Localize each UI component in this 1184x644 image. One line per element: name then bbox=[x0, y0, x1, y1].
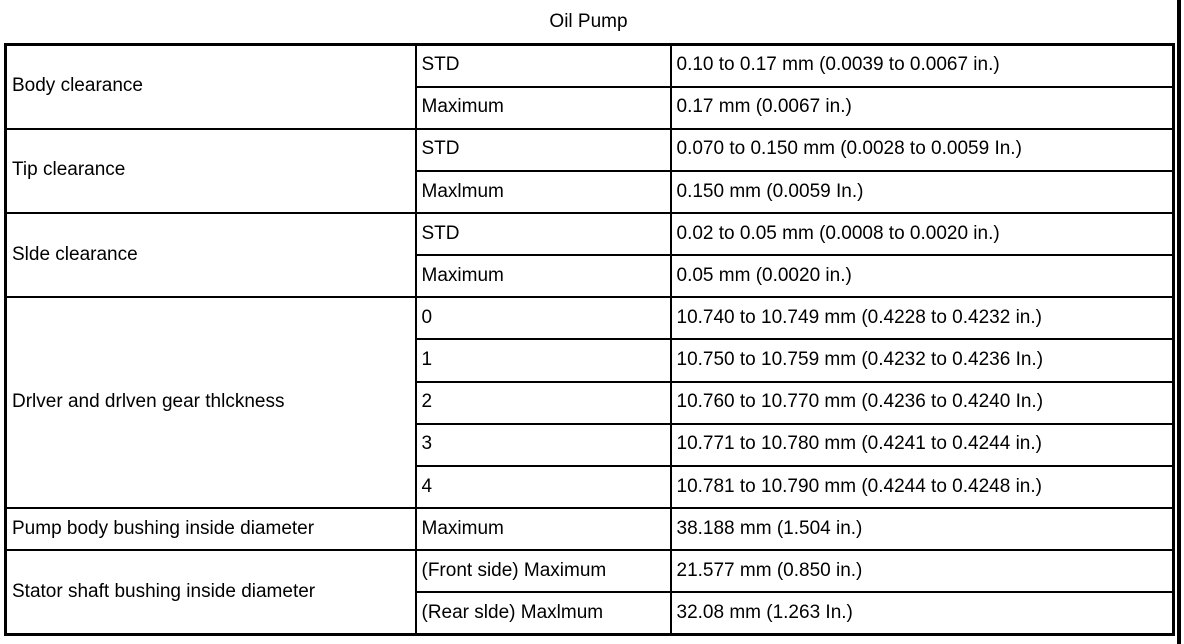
table-row bbox=[6, 508, 1174, 550]
condition-cell: 0 bbox=[416, 297, 671, 339]
value-cell: 21.577 mm (0.850 in.) bbox=[671, 550, 1174, 592]
value-cell: 0.10 to 0.17 mm (0.0039 to 0.0067 in.) bbox=[671, 45, 1174, 87]
right-border-rule bbox=[1177, 0, 1181, 644]
value-cell: 38.188 mm (1.504 in.) bbox=[671, 508, 1174, 550]
condition-cell: STD bbox=[416, 45, 671, 87]
table-row bbox=[6, 297, 1174, 339]
item-cell: Stator shaft bushing inside diameter bbox=[6, 550, 416, 634]
value-cell: 10.740 to 10.749 mm (0.4228 to 0.4232 in.) bbox=[671, 297, 1174, 339]
condition-cell: Maximum bbox=[416, 87, 671, 129]
condition-cell: (Front side) Maximum bbox=[416, 550, 671, 592]
item-cell: Slde clearance bbox=[6, 213, 416, 297]
table-row bbox=[6, 45, 1174, 87]
value-cell: 10.760 to 10.770 mm (0.4236 to 0.4240 In.) bbox=[671, 382, 1174, 424]
condition-cell: Maximum bbox=[416, 508, 671, 550]
condition-cell: Maxlmum bbox=[416, 171, 671, 213]
value-cell: 32.08 mm (1.263 In.) bbox=[671, 592, 1174, 634]
condition-cell: STD bbox=[416, 129, 671, 171]
condition-cell: 3 bbox=[416, 424, 671, 466]
condition-cell: 4 bbox=[416, 466, 671, 508]
value-cell: 0.05 mm (0.0020 in.) bbox=[671, 255, 1174, 297]
item-cell: Drlver and drlven gear thlckness bbox=[6, 297, 416, 508]
condition-cell: Maximum bbox=[416, 255, 671, 297]
condition-cell: 1 bbox=[416, 339, 671, 381]
value-cell: 0.02 to 0.05 mm (0.0008 to 0.0020 in.) bbox=[671, 213, 1174, 255]
value-cell: 0.150 mm (0.0059 In.) bbox=[671, 171, 1174, 213]
item-cell: Body clearance bbox=[6, 45, 416, 129]
value-cell: 10.781 to 10.790 mm (0.4244 to 0.4248 in.) bbox=[671, 466, 1174, 508]
table-title: Oil Pump bbox=[549, 11, 628, 32]
value-cell: 10.771 to 10.780 mm (0.4241 to 0.4244 in.) bbox=[671, 424, 1174, 466]
table-row bbox=[6, 550, 1174, 592]
item-cell: Pump body bushing inside diameter bbox=[6, 508, 416, 550]
table-row bbox=[6, 213, 1174, 255]
condition-cell: 2 bbox=[416, 382, 671, 424]
item-cell: Tip clearance bbox=[6, 129, 416, 213]
value-cell: 10.750 to 10.759 mm (0.4232 to 0.4236 In.) bbox=[671, 339, 1174, 381]
value-cell: 0.070 to 0.150 mm (0.0028 to 0.0059 In.) bbox=[671, 129, 1174, 171]
condition-cell: (Rear slde) Maxlmum bbox=[416, 592, 671, 634]
condition-cell: STD bbox=[416, 213, 671, 255]
value-cell: 0.17 mm (0.0067 in.) bbox=[671, 87, 1174, 129]
table-row bbox=[6, 129, 1174, 171]
oil-pump-spec-table bbox=[4, 43, 1175, 636]
